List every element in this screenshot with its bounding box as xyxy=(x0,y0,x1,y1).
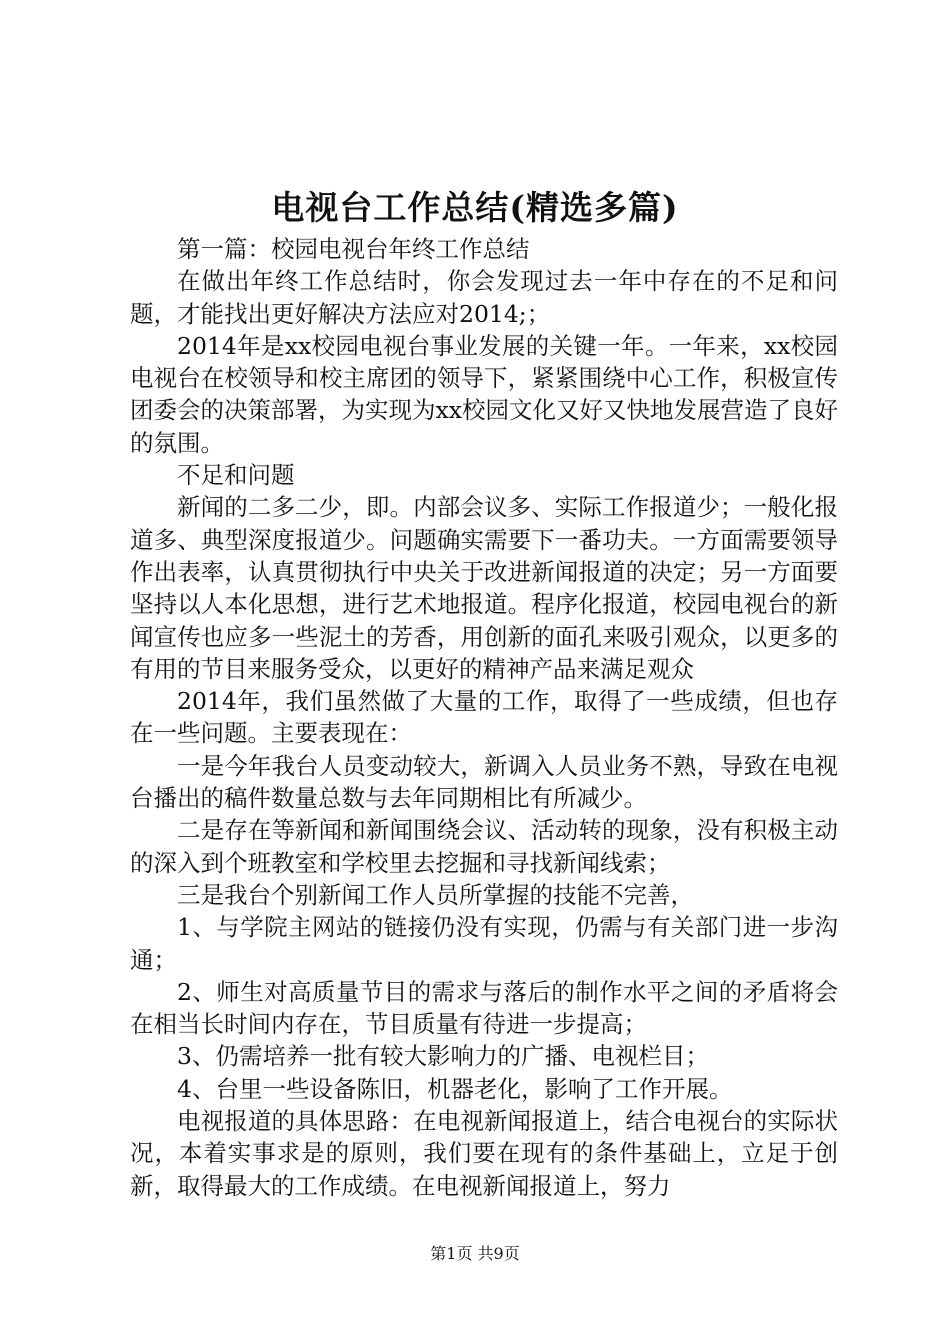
page-number-footer: 第1页 共9页 xyxy=(430,1244,520,1263)
paragraph: 电视报道的具体思路：在电视新闻报道上，结合电视台的实际状况，本着实事求是的原则，我们要在现有的条件基础上，立足于创新，取得最大的工作成绩。在电视新闻报道上，努力 xyxy=(130,1107,838,1200)
paragraph: 二是存在等新闻和新闻围绕会议、活动转的现象，没有积极主动的深入到个班教室和学校里去挖掘和寻找新闻线索； xyxy=(130,816,838,877)
section-heading: 第一篇：校园电视台年终工作总结 xyxy=(177,235,530,263)
paragraph: 2014年是xx校园电视台事业发展的关键一年。一年来，xx校园电视台在校领导和校主席团的领导下，紧紧围绕中心工作，积极宣传团委会的决策部署，为实现为xx校园文化又好又快地发展营造了良好的氛围。 xyxy=(130,331,839,457)
paragraph: 三是我台个别新闻工作人员所掌握的技能不完善， xyxy=(177,880,694,909)
paragraph: 一是今年我台人员变动较大，新调入人员业务不熟，导致在电视台播出的稿件数量总数与去年同期相比有所减少。 xyxy=(130,751,838,813)
document-title: 电视台工作总结(精选多篇) xyxy=(271,188,679,227)
list-item: 2、师生对高质量节目的需求与落后的制作水平之间的矛盾将会在相当长时间内存在，节目质量有待进一步提高； xyxy=(130,977,838,1039)
section-heading: 不足和问题 xyxy=(177,461,295,490)
document-body xyxy=(130,233,838,1202)
paragraph: 新闻的二多二少，即。内部会议多、实际工作报道少；一般化报道多、典型深度报道少。问题确实需要下一番功夫。一方面需要领导作出表率，认真贯彻执行中央关于改进新闻报道的决定；另一方面要坚持以人本化思想，进行艺术地报道。程序化报道，校园电视台的新闻宣传也应多一些泥土的芳香，用创新的面孔来吸引观众，以更多的有用的节目来服务受众，以更好的精神产品来满足观众 xyxy=(130,493,838,683)
list-item: 4、台里一些设备陈旧，机器老化，影响了工作开展。 xyxy=(177,1074,733,1103)
paragraph: 2014年，我们虽然做了大量的工作，取得了一些成绩，但也存在一些问题。主要表现在： xyxy=(130,687,838,748)
paragraph: 在做出年终工作总结时，你会发现过去一年中存在的不足和问题，才能找出更好解决方法应对2014;； xyxy=(130,267,838,328)
list-item: 1、与学院主网站的链接仍没有实现，仍需与有关部门进一步沟通； xyxy=(130,913,838,974)
list-item: 3、仍需培养一批有较大影响力的广播、电视栏目； xyxy=(177,1042,709,1071)
